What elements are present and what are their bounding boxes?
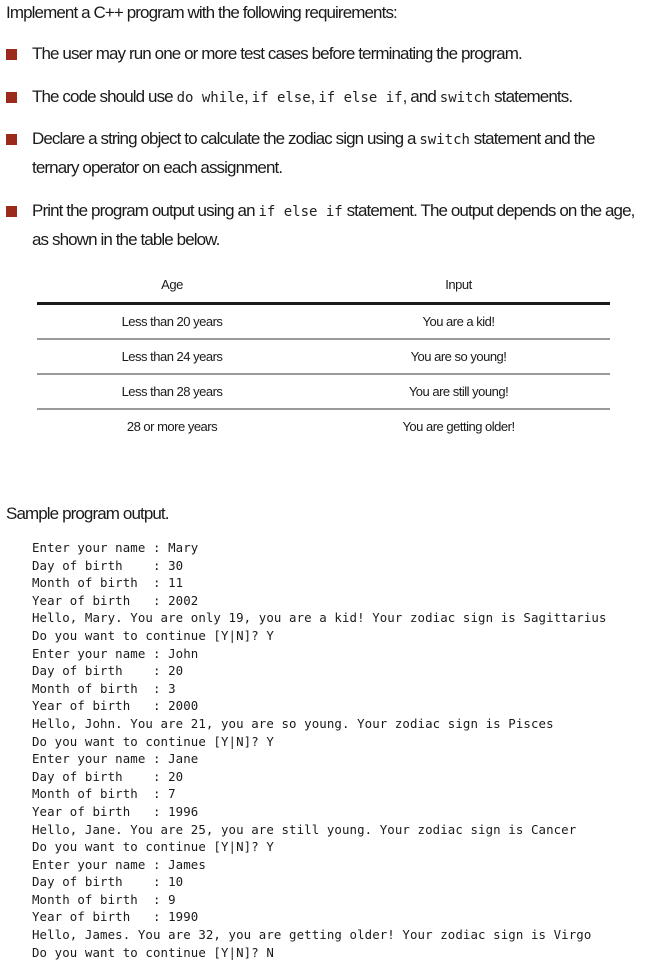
console-line: Hello, James. You are 32, you are getting older! Your zodiac sign is Virgo	[32, 927, 592, 943]
cell-age: Less than 20 years	[121, 314, 223, 329]
inline-code: switch	[419, 132, 470, 148]
console-line: Month of birth : 7	[32, 786, 176, 802]
console-line: Year of birth : 1996	[32, 803, 199, 819]
requirement-item	[32, 83, 642, 112]
console-line: Hello, John. You are 21, you are so young. Your zodiac sign is Pisces	[32, 715, 554, 731]
inline-code: do while	[176, 90, 244, 106]
intro-text: Implement a C++ program with the following requirements:	[6, 3, 397, 22]
table-row	[37, 410, 610, 443]
sample-output-label: Sample program output.	[6, 504, 169, 523]
console-line: Day of birth : 10	[32, 874, 184, 890]
cell-input: You are getting older!	[402, 419, 515, 434]
console-line: Enter your name : Jane	[32, 751, 199, 767]
bullet-icon	[6, 92, 17, 103]
requirement-item	[32, 197, 642, 254]
console-line: Do you want to continue [Y|N]? N	[32, 944, 274, 960]
inline-code: if else if	[318, 90, 403, 106]
console-line: Enter your name : John	[32, 645, 199, 661]
requirement-text: statements.	[490, 87, 573, 106]
requirement-text: ,	[244, 87, 252, 106]
requirement-item	[32, 125, 642, 182]
console-line: Enter your name : Mary	[32, 540, 199, 555]
console-line: Day of birth : 20	[32, 768, 184, 784]
console-line: Do you want to continue [Y|N]? Y	[32, 627, 274, 643]
bullet-icon	[6, 206, 17, 217]
inline-code: if else	[251, 90, 311, 106]
inline-code: if else if	[258, 204, 343, 220]
table-row	[37, 340, 610, 373]
cell-input: You are still young!	[408, 384, 509, 399]
requirement-text: Declare a string object to calculate the zodiac sign using a	[32, 129, 420, 148]
cell-age: Less than 28 years	[121, 384, 223, 399]
cell-age: 28 or more years	[126, 419, 218, 434]
bullet-icon	[6, 49, 17, 60]
age-table	[37, 266, 610, 443]
console-line: Month of birth : 11	[32, 575, 184, 591]
table-header	[37, 266, 610, 302]
requirement-text: ,	[310, 87, 319, 106]
cell-input: You are a kid!	[422, 314, 495, 329]
requirement-text: statement and the ternary operator on each assignment.	[32, 129, 595, 177]
table-row	[37, 375, 610, 408]
console-line: Month of birth : 3	[32, 680, 176, 696]
console-line: Month of birth : 9	[32, 891, 176, 907]
header-age: Age	[161, 276, 183, 292]
requirement-text: The user may run one or more test cases before terminating the program.	[32, 44, 522, 63]
console-line: Year of birth : 2002	[32, 592, 199, 608]
requirement-text: , and	[402, 87, 440, 106]
console-line: Day of birth : 20	[32, 663, 184, 679]
requirement-text: Print the program output using an	[32, 201, 259, 220]
console-line: Day of birth : 30	[32, 557, 184, 573]
console-line: Enter your name : James	[32, 856, 206, 872]
console-line: Do you want to continue [Y|N]? Y	[32, 839, 274, 855]
inline-code: switch	[439, 90, 491, 106]
requirement-text: statement. The output depends on the age, as shown in the table below.	[32, 201, 635, 249]
table-row	[37, 305, 610, 338]
cell-age: Less than 24 years	[121, 349, 223, 364]
console-line: Year of birth : 1990	[32, 909, 199, 925]
console-line: Year of birth : 2000	[32, 698, 199, 714]
bullet-icon	[6, 134, 17, 145]
requirement-item	[32, 40, 642, 68]
console-line: Hello, Mary. You are only 19, you are a kid! Your zodiac sign is Sagittarius	[32, 610, 607, 626]
requirement-text: The code should use	[32, 87, 177, 106]
console-output	[32, 539, 607, 961]
header-input: Input	[445, 276, 472, 292]
console-line: Do you want to continue [Y|N]? Y	[32, 733, 274, 749]
console-line: Hello, Jane. You are 25, you are still young. Your zodiac sign is Cancer	[32, 821, 577, 837]
cell-input: You are so young!	[410, 349, 507, 364]
